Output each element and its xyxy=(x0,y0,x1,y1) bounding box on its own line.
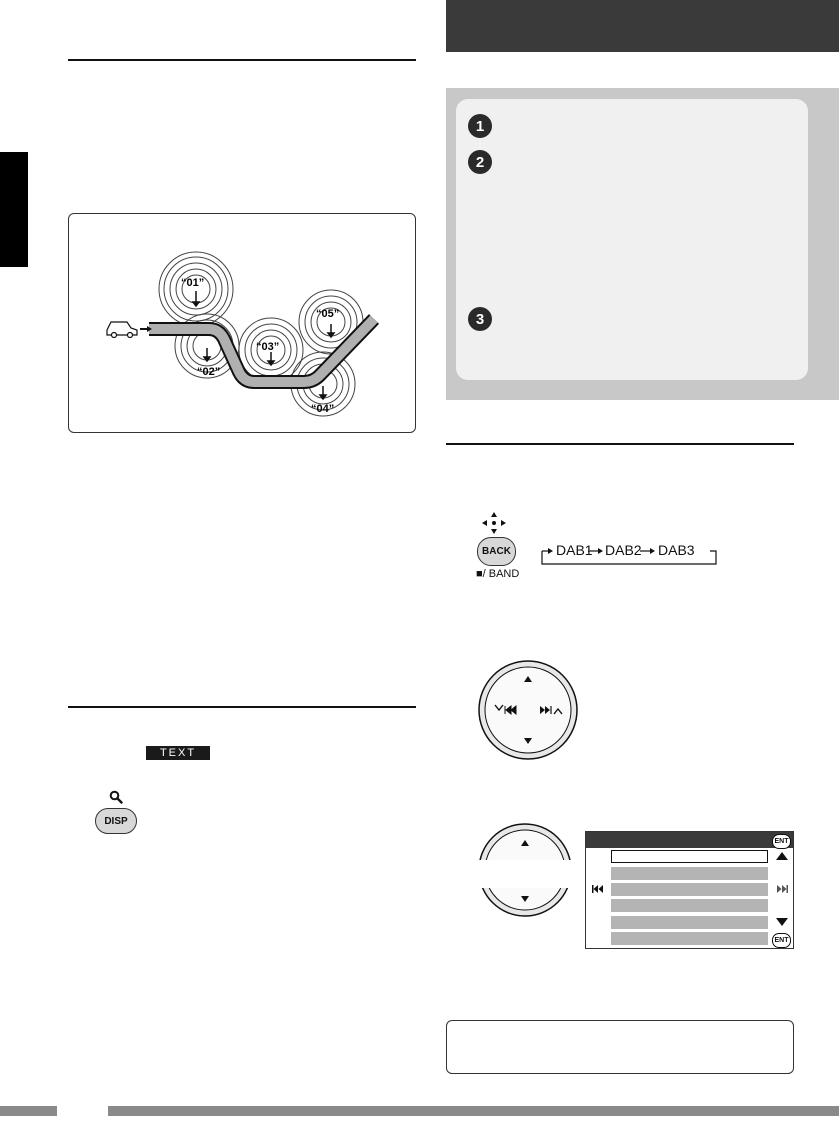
four-way-arrow-icon xyxy=(480,511,508,535)
section-rule-mid-left xyxy=(68,706,416,708)
ent-icon-bottom: ENT xyxy=(772,933,791,948)
step-badge-1: 1 xyxy=(468,114,492,138)
band-dab3: DAB3 xyxy=(658,542,695,558)
footer-bar-left xyxy=(0,1106,57,1116)
map-label-03: “03” xyxy=(256,341,280,353)
list-display xyxy=(585,831,794,949)
step-badge-3: 3 xyxy=(468,307,492,331)
text-indicator: TEXT xyxy=(146,746,210,760)
list-header-bar xyxy=(586,832,793,848)
control-dial[interactable] xyxy=(477,659,579,761)
section-tab xyxy=(0,152,28,267)
map-label-04: “04” xyxy=(311,403,335,415)
step-badge-2: 2 xyxy=(468,150,492,174)
ent-icon-top: ENT xyxy=(772,834,791,849)
search-icon xyxy=(109,790,123,804)
control-dial-updown[interactable] xyxy=(477,822,573,918)
list-row[interactable] xyxy=(611,899,768,912)
coverage-map xyxy=(69,214,415,432)
band-dab2: DAB2 xyxy=(605,542,642,558)
back-button[interactable]: BACK xyxy=(477,537,516,566)
car-icon xyxy=(107,322,137,338)
list-row[interactable] xyxy=(611,883,768,896)
transmitter-01-rings xyxy=(159,252,233,326)
scroll-down-icon[interactable] xyxy=(776,918,788,926)
step-panel xyxy=(456,99,808,380)
list-row-selected[interactable] xyxy=(611,850,768,863)
band-button-label: ■/ BAND xyxy=(476,568,520,580)
map-label-02: “02” xyxy=(197,366,221,378)
footer-bar-right xyxy=(108,1106,839,1116)
disp-button[interactable]: DISP xyxy=(95,808,137,834)
list-row[interactable] xyxy=(611,867,768,880)
coverage-map-diagram xyxy=(68,213,416,433)
band-dab1: DAB1 xyxy=(556,542,593,558)
section-rule-top-left xyxy=(68,59,416,61)
list-row[interactable] xyxy=(611,932,768,945)
skip-back-icon[interactable] xyxy=(592,884,604,894)
skip-forward-icon[interactable] xyxy=(776,884,788,894)
scroll-up-icon[interactable] xyxy=(776,852,788,860)
map-label-01: “01” xyxy=(181,277,205,289)
section-header-bar xyxy=(446,0,839,52)
note-box xyxy=(446,1020,794,1074)
section-rule-right xyxy=(446,443,794,445)
list-row[interactable] xyxy=(611,916,768,929)
map-label-05: “05” xyxy=(316,308,340,320)
